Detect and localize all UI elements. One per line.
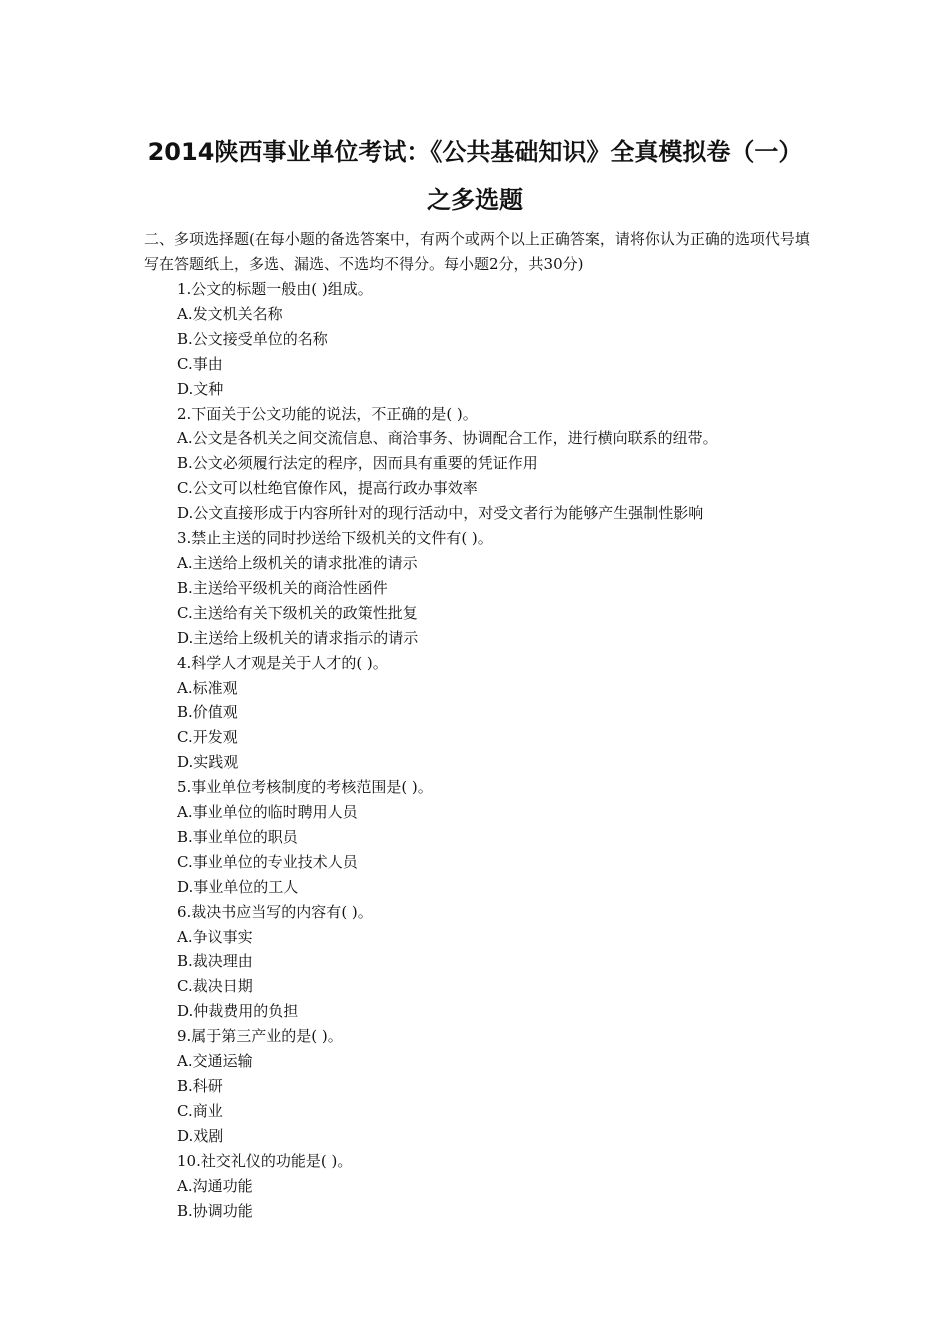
question-text: 4.科学人才观是关于人才的( )。 xyxy=(177,653,388,672)
option-text: B.主送给平级机关的商洽性函件 xyxy=(177,578,388,597)
option-text: C.主送给有关下级机关的政策性批复 xyxy=(177,603,418,622)
option-text: B.科研 xyxy=(177,1077,223,1095)
option-text: A.标准观 xyxy=(177,678,238,697)
option-text: A.事业单位的临时聘用人员 xyxy=(177,803,358,822)
option-text: D.戏剧 xyxy=(177,1126,224,1145)
question-text: 9.属于第三产业的是( )。 xyxy=(177,1027,343,1046)
option-text: C.公文可以杜绝官僚作风，提高行政办事效率 xyxy=(177,479,478,498)
option-text: C.开发观 xyxy=(177,728,238,747)
option-text: D.仲裁费用的负担 xyxy=(177,1002,299,1021)
option-text: B.公文必须履行法定的程序，因而具有重要的凭证作用 xyxy=(177,454,538,473)
question-text: 1.公文的标题一般由( )组成。 xyxy=(177,280,373,298)
question-text: 10.社交礼仪的功能是( )。 xyxy=(177,1151,353,1170)
section-intro: 二、多项选择题(在每小题的备选答案中，有两个或两个以上正确答案，请将你认为正确的选项代号填写在答题纸上，多选、漏选、不选均不得分。每小题2分，共30分) xyxy=(144,230,810,273)
question-text: 6.裁决书应当写的内容有( )。 xyxy=(177,902,373,921)
option-text: D.事业单位的工人 xyxy=(177,877,299,896)
option-text: C.事由 xyxy=(177,354,223,373)
document-title-line2: 之多选题 xyxy=(427,186,523,214)
option-text: A.交通运输 xyxy=(177,1052,253,1071)
option-text: C.商业 xyxy=(177,1101,223,1120)
option-text: D.主送给上级机关的请求指示的请示 xyxy=(177,628,419,647)
option-text: A.争议事实 xyxy=(177,927,253,946)
option-text: C.事业单位的专业技术人员 xyxy=(177,852,358,871)
option-text: B.公文接受单位的名称 xyxy=(177,329,328,348)
option-text: A.发文机关名称 xyxy=(177,304,283,323)
option-text: B.事业单位的职员 xyxy=(177,827,298,846)
option-text: B.协调功能 xyxy=(177,1201,253,1220)
question-text: 2.下面关于公文功能的说法，不正确的是( )。 xyxy=(177,404,478,423)
document-title-line1: 2014陕西事业单位考试：《公共基础知识》全真模拟卷（一） xyxy=(147,138,803,166)
option-text: D.文种 xyxy=(177,379,224,398)
option-text: D.实践观 xyxy=(177,753,239,772)
option-text: A.公文是各机关之间交流信息、商洽事务、协调配合工作，进行横向联系的纽带。 xyxy=(177,429,718,448)
question-text: 3.禁止主送的同时抄送给下级机关的文件有( )。 xyxy=(177,529,493,548)
option-text: C.裁决日期 xyxy=(177,977,253,996)
option-text: B.价值观 xyxy=(177,703,238,722)
option-text: A.主送给上级机关的请求批准的请示 xyxy=(177,553,418,572)
option-text: D.公文直接形成于内容所针对的现行活动中，对受文者行为能够产生强制性影响 xyxy=(177,504,704,523)
question-text: 5.事业单位考核制度的考核范围是( )。 xyxy=(177,778,433,797)
option-text: B.裁决理由 xyxy=(177,952,253,971)
option-text: A.沟通功能 xyxy=(177,1176,253,1195)
question-list xyxy=(177,277,817,1223)
